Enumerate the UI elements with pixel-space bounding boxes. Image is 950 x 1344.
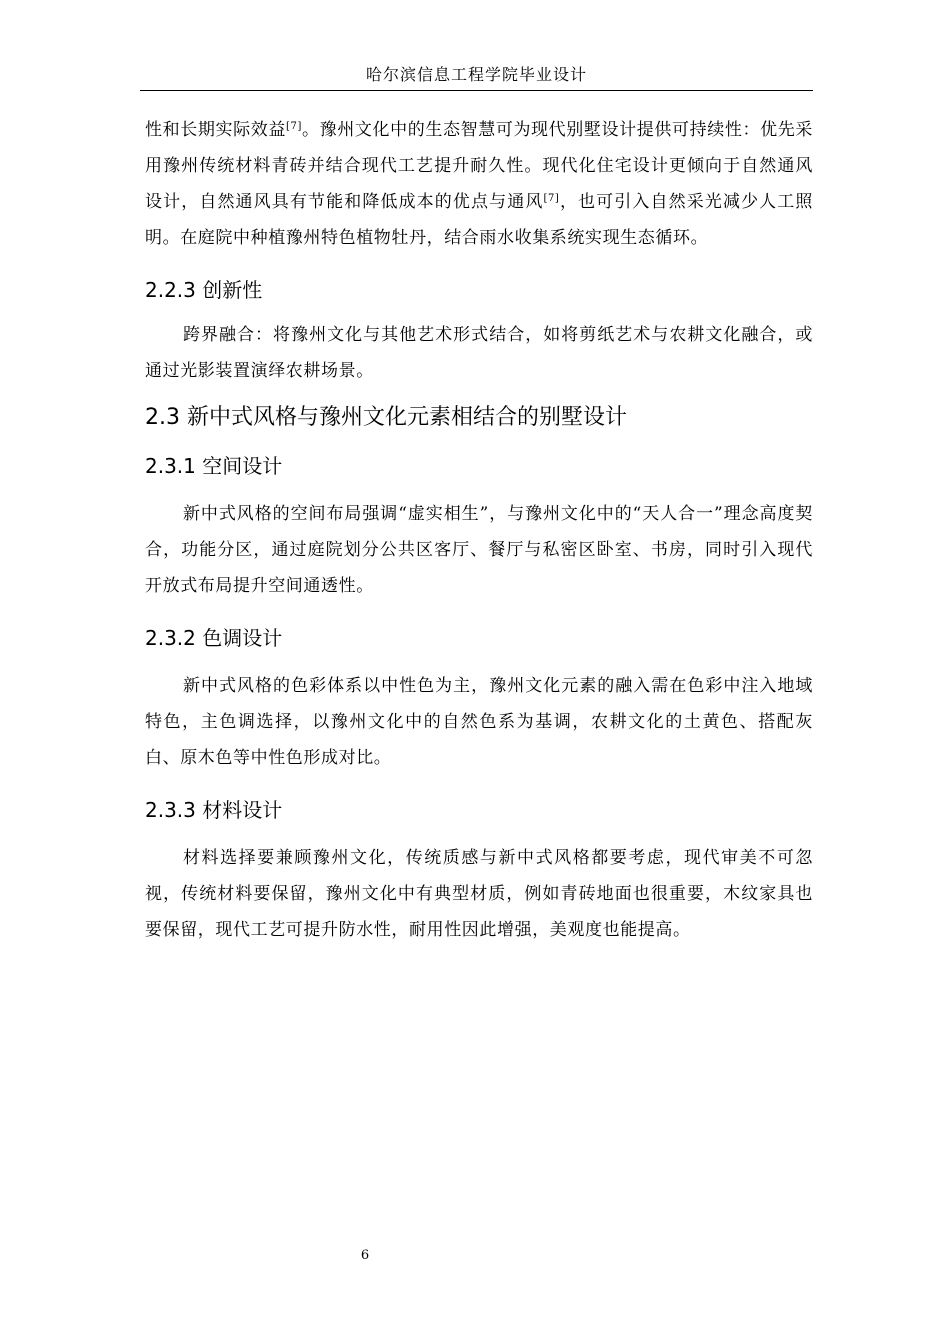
paragraph-text: 。豫州文化中的生态智慧可为现代别墅设计提供可持续性：优先采用豫州传统材料青砖并结合现代工艺提升耐久性。现代化住宅设计更倾向于自然通风设计，自然通风具有节能和降低成本的优点与通风 xyxy=(145,120,813,212)
paragraph-color-design: 新中式风格的色彩体系以中性色为主，豫州文化元素的融入需在色彩中注入地域特色，主色调选择，以豫州文化中的自然色系为基调，农耕文化的土黄色、搭配灰白、原木色等中性色形成对比。 xyxy=(145,676,813,768)
page-header xyxy=(140,60,813,91)
page-number: 6 xyxy=(360,1248,370,1263)
heading-2-3-2: 2.3.2 色调设计 xyxy=(145,626,283,650)
paragraph-material-design: 材料选择要兼顾豫州文化，传统质感与新中式风格都要考虑，现代审美不可忽视，传统材料要保留，豫州文化中有典型材质，例如青砖地面也很重要，木纹家具也要保留，现代工艺可提升防水性，耐用性因此增强，美观度也能提高。 xyxy=(145,848,813,940)
header-title: 哈尔滨信息工程学院毕业设计 xyxy=(365,65,587,84)
citation-ref: [7] xyxy=(543,193,560,204)
citation-ref: [7] xyxy=(285,121,302,132)
paragraph-space-design: 新中式风格的空间布局强调“虚实相生”，与豫州文化中的“天人合一”理念高度契合，功能分区，通过庭院划分公共区客厅、餐厅与私密区卧室、书房，同时引入现代开放式布局提升空间通透性。 xyxy=(145,504,813,596)
heading-2-2-3: 2.2.3 创新性 xyxy=(145,278,263,302)
document-body xyxy=(145,112,813,948)
heading-2-3-1: 2.3.1 空间设计 xyxy=(145,454,283,478)
paragraph-text: 性和长期实际效益 xyxy=(145,120,286,140)
paragraph-ecological xyxy=(145,112,813,256)
paragraph-text: ，也可引入自然采光减少人工照明。在庭院中种植豫州特色植物牡丹，结合雨水收集系统实现生态循环。 xyxy=(145,192,814,248)
paragraph-innovation: 跨界融合：将豫州文化与其他艺术形式结合，如将剪纸艺术与农耕文化融合，或通过光影装置演绎农耕场景。 xyxy=(145,325,813,381)
heading-2-3: 2.3 新中式风格与豫州文化元素相结合的别墅设计 xyxy=(145,405,627,430)
heading-2-3-3: 2.3.3 材料设计 xyxy=(145,798,283,822)
